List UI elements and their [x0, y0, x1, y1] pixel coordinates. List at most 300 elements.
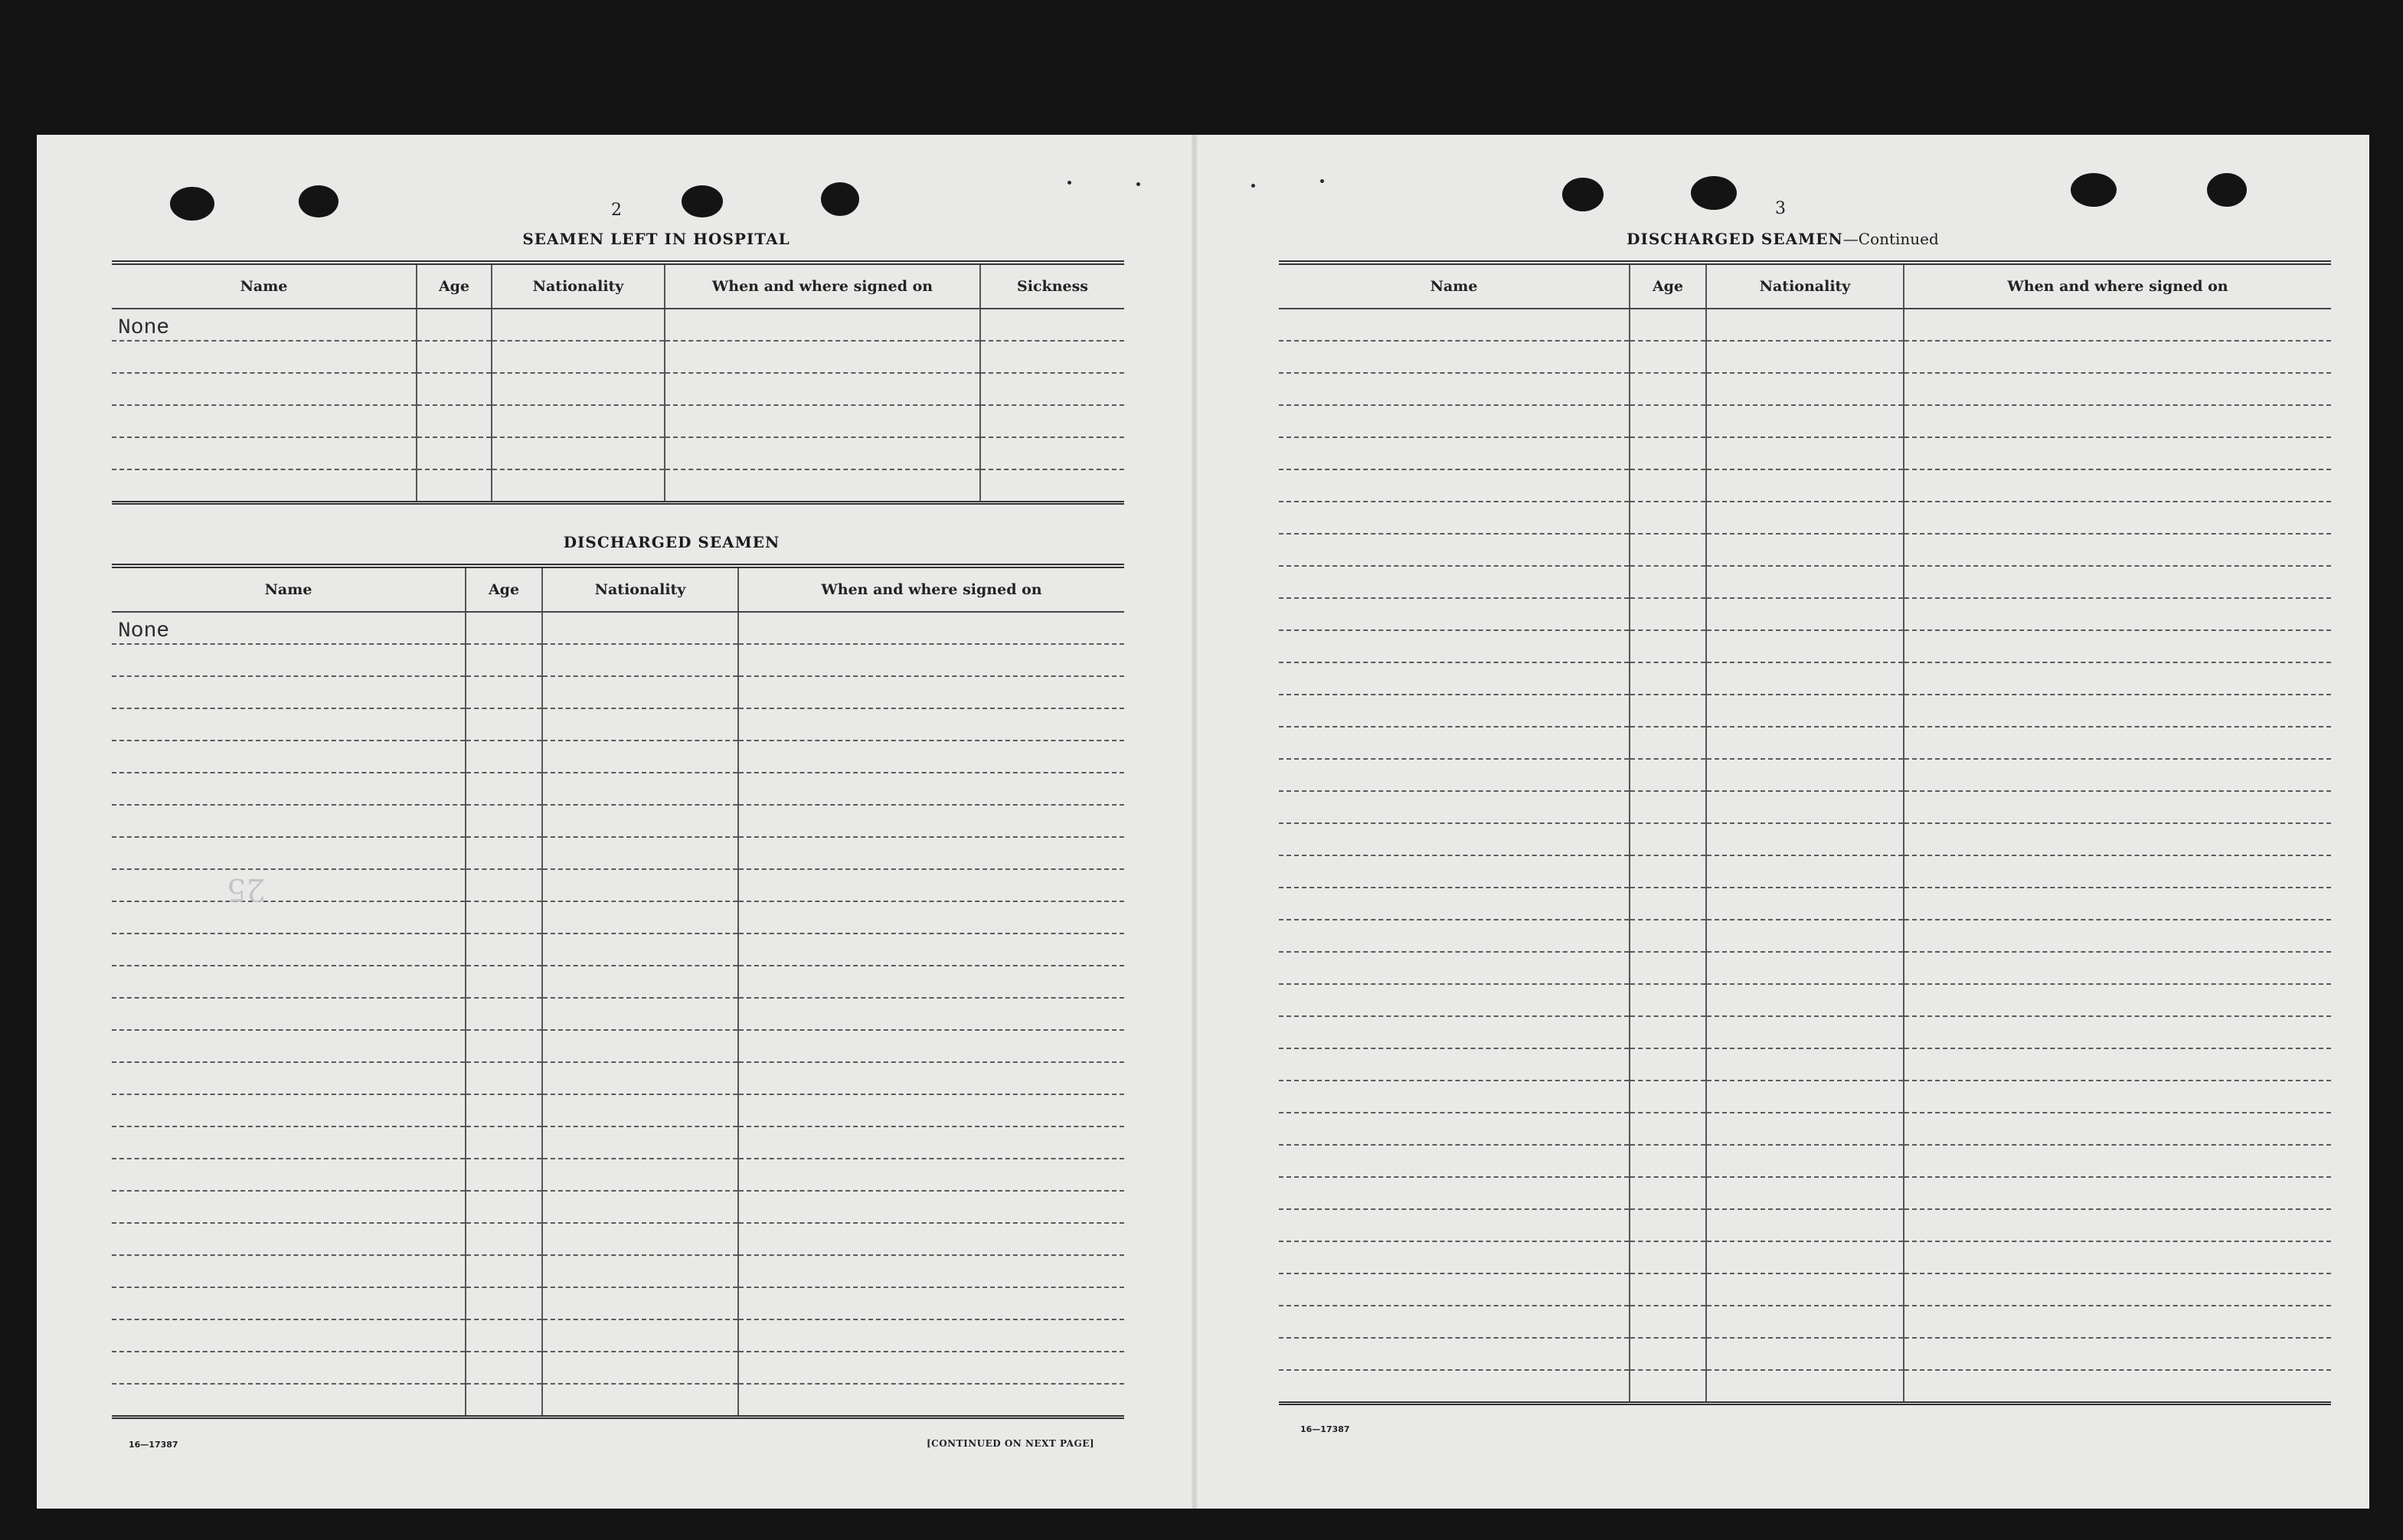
table-cell	[466, 933, 542, 966]
table-cell	[738, 1126, 1124, 1159]
table-cell	[1706, 1113, 1904, 1145]
table-row	[1279, 695, 2331, 727]
table-row	[112, 1287, 1124, 1319]
table-cell	[542, 612, 738, 644]
table-cell	[1904, 1241, 2331, 1274]
table-cell	[738, 644, 1124, 676]
col-header-age: Age	[1630, 263, 1706, 309]
col-header-name: Name	[112, 263, 417, 309]
table-cell	[1630, 1338, 1706, 1370]
faint-mark: 25	[227, 871, 266, 907]
table-cell	[1904, 1306, 2331, 1338]
table-cell	[1279, 662, 1630, 695]
table-cell	[1630, 1113, 1706, 1145]
col-header-age: Age	[417, 263, 492, 309]
table-cell	[492, 309, 665, 341]
table-cell	[980, 309, 1124, 341]
table-row	[1279, 341, 2331, 373]
table-row	[1279, 1145, 2331, 1177]
table-row	[1279, 1048, 2331, 1081]
table-cell	[1706, 727, 1904, 759]
table-cell	[1279, 373, 1630, 405]
punch-hole	[299, 185, 338, 217]
table-cell	[1904, 695, 2331, 727]
table-cell	[417, 437, 492, 469]
table-cell	[542, 966, 738, 998]
table-cell	[112, 1352, 466, 1384]
table-cell	[1904, 888, 2331, 920]
table-cell	[112, 708, 466, 741]
table-row	[112, 773, 1124, 805]
table-cell	[466, 1287, 542, 1319]
table-cell	[738, 901, 1124, 933]
table-cell	[738, 708, 1124, 741]
table-cell	[1904, 1209, 2331, 1241]
table-cell	[1904, 630, 2331, 662]
table-row	[112, 437, 1124, 469]
table-cell	[1279, 1113, 1630, 1145]
table-row	[112, 708, 1124, 741]
table-cell	[542, 644, 738, 676]
table-row	[112, 1094, 1124, 1126]
table-cell	[1630, 1241, 1706, 1274]
ink-speck	[1320, 179, 1324, 183]
table-cell	[980, 373, 1124, 405]
table-cell	[738, 1223, 1124, 1255]
table-cell	[1630, 1048, 1706, 1081]
table-row	[1279, 598, 2331, 630]
table-cell	[1706, 309, 1904, 341]
table-cell	[1904, 1338, 2331, 1370]
table-cell	[112, 1062, 466, 1094]
col-header-signed-on: When and where signed on	[738, 566, 1124, 612]
table-cell	[738, 1191, 1124, 1223]
table-cell	[1279, 1370, 1630, 1404]
table-cell	[1904, 373, 2331, 405]
table-cell	[466, 998, 542, 1030]
table-cell	[466, 644, 542, 676]
table-cell	[1279, 437, 1630, 469]
table-cell	[1630, 469, 1706, 502]
table-cell	[112, 1159, 466, 1191]
table-cell	[1706, 437, 1904, 469]
table-cell	[1279, 1081, 1630, 1113]
table-cell	[466, 1094, 542, 1126]
table-cell	[1904, 1370, 2331, 1404]
table-cell	[1706, 984, 1904, 1016]
table-cell	[1279, 1177, 1630, 1209]
table-cell	[738, 1062, 1124, 1094]
title-suffix: —Continued	[1842, 230, 1939, 248]
discharged-table	[112, 564, 1124, 1419]
table-cell	[466, 805, 542, 837]
table-cell	[665, 341, 980, 373]
table-cell	[1630, 695, 1706, 727]
table-row	[112, 805, 1124, 837]
table-cell	[112, 373, 417, 405]
table-cell	[542, 1223, 738, 1255]
table-cell	[542, 1191, 738, 1223]
table-cell	[1630, 984, 1706, 1016]
table-cell	[1706, 534, 1904, 566]
table-row	[1279, 630, 2331, 662]
table-cell	[542, 901, 738, 933]
punch-hole	[1691, 176, 1737, 210]
table-cell	[542, 933, 738, 966]
table-row	[112, 1384, 1124, 1417]
table-cell	[466, 1255, 542, 1287]
table-cell	[1279, 695, 1630, 727]
punch-hole	[2071, 173, 2117, 207]
col-header-age: Age	[466, 566, 542, 612]
table-cell	[738, 612, 1124, 644]
table-cell	[542, 998, 738, 1030]
table-cell	[1904, 1016, 2331, 1048]
table-cell	[1279, 1209, 1630, 1241]
table-cell	[1630, 920, 1706, 952]
table-cell	[542, 1094, 738, 1126]
table-cell	[1706, 341, 1904, 373]
table-row	[112, 612, 1124, 644]
table-cell	[1904, 341, 2331, 373]
table-cell	[466, 1062, 542, 1094]
table-cell	[112, 773, 466, 805]
table-cell	[738, 837, 1124, 869]
table-cell	[112, 1094, 466, 1126]
table-row	[112, 676, 1124, 708]
table-row	[1279, 437, 2331, 469]
table-cell	[1706, 1370, 1904, 1404]
table-cell	[980, 469, 1124, 503]
table-row	[1279, 1338, 2331, 1370]
table-row	[1279, 1177, 2331, 1209]
table-cell	[466, 773, 542, 805]
table-cell	[1904, 534, 2331, 566]
table-cell	[1904, 309, 2331, 341]
table-cell	[112, 1384, 466, 1417]
table-cell	[1706, 598, 1904, 630]
table-cell	[112, 741, 466, 773]
table-row	[1279, 534, 2331, 566]
punch-hole	[682, 185, 723, 217]
table-row	[112, 1062, 1124, 1094]
table-cell	[542, 676, 738, 708]
table-row	[112, 309, 1124, 341]
table-cell	[417, 405, 492, 437]
col-header-signed-on: When and where signed on	[665, 263, 980, 309]
table-cell	[112, 869, 466, 901]
table-cell	[1279, 855, 1630, 888]
document-sheet	[37, 135, 2369, 1509]
table-cell	[542, 741, 738, 773]
table-cell	[112, 1030, 466, 1062]
table-cell	[542, 1255, 738, 1287]
table-cell	[466, 1384, 542, 1417]
table-cell	[112, 1223, 466, 1255]
table-cell	[1706, 759, 1904, 791]
punch-hole	[170, 187, 214, 221]
table-cell	[1904, 855, 2331, 888]
table-cell	[1904, 566, 2331, 598]
table-cell	[1706, 1016, 1904, 1048]
table-row	[1279, 469, 2331, 502]
table-cell	[542, 1352, 738, 1384]
table-cell	[1706, 1306, 1904, 1338]
table-cell	[738, 998, 1124, 1030]
table-row	[112, 1191, 1124, 1223]
table-cell	[417, 469, 492, 503]
table-cell	[1706, 1338, 1904, 1370]
table-cell	[1706, 920, 1904, 952]
table-row	[112, 741, 1124, 773]
table-row	[1279, 727, 2331, 759]
table-row	[1279, 984, 2331, 1016]
table-cell	[112, 676, 466, 708]
table-cell	[1904, 1113, 2331, 1145]
table-cell	[492, 373, 665, 405]
table-cell	[1630, 1081, 1706, 1113]
col-header-signed-on: When and where signed on	[1904, 263, 2331, 309]
table-cell	[1279, 630, 1630, 662]
table-cell	[542, 773, 738, 805]
table-cell	[466, 1223, 542, 1255]
table-row	[1279, 759, 2331, 791]
punch-hole	[821, 182, 859, 216]
table-row	[112, 1223, 1124, 1255]
table-cell	[738, 773, 1124, 805]
table-cell	[1706, 791, 1904, 823]
table-cell	[1706, 1081, 1904, 1113]
table-cell	[542, 1319, 738, 1352]
table-cell	[1630, 341, 1706, 373]
table-cell	[1630, 373, 1706, 405]
table-cell	[1904, 920, 2331, 952]
table-cell	[1279, 1016, 1630, 1048]
table-cell	[1904, 823, 2331, 855]
table-cell	[738, 1094, 1124, 1126]
col-header-nationality: Nationality	[1706, 263, 1904, 309]
table-cell	[492, 437, 665, 469]
table-cell	[542, 1062, 738, 1094]
table-cell	[1706, 1048, 1904, 1081]
table-cell	[112, 805, 466, 837]
table-cell	[1279, 823, 1630, 855]
table-row	[112, 837, 1124, 869]
table-cell	[738, 1030, 1124, 1062]
table-row	[1279, 309, 2331, 341]
table-cell	[1279, 1145, 1630, 1177]
table-cell	[1279, 1274, 1630, 1306]
table-cell	[738, 805, 1124, 837]
hospital-table	[112, 260, 1124, 505]
table-cell	[1904, 405, 2331, 437]
table-cell	[1279, 534, 1630, 566]
table-cell	[1706, 952, 1904, 984]
table-cell	[980, 405, 1124, 437]
table-row	[1279, 1016, 2331, 1048]
table-cell	[1279, 791, 1630, 823]
table-cell	[542, 805, 738, 837]
table-cell	[1630, 662, 1706, 695]
table-cell	[466, 1126, 542, 1159]
table-cell	[466, 837, 542, 869]
table-cell	[1706, 855, 1904, 888]
table-cell	[1630, 437, 1706, 469]
table-row	[112, 469, 1124, 503]
table-cell	[1630, 759, 1706, 791]
table-cell: None	[112, 612, 466, 644]
col-header-nationality: Nationality	[492, 263, 665, 309]
table-cell	[1630, 1145, 1706, 1177]
table-cell	[738, 869, 1124, 901]
table-row	[1279, 1274, 2331, 1306]
table-row	[1279, 888, 2331, 920]
table-cell	[466, 1319, 542, 1352]
table-cell	[466, 676, 542, 708]
table-cell	[112, 437, 417, 469]
table-cell	[1630, 534, 1706, 566]
table-cell	[1706, 1274, 1904, 1306]
table-cell	[665, 309, 980, 341]
table-cell	[1279, 727, 1630, 759]
table-cell	[112, 901, 466, 933]
table-cell	[1904, 1274, 2331, 1306]
table-cell	[1904, 984, 2331, 1016]
table-cell	[417, 309, 492, 341]
table-cell	[1630, 566, 1706, 598]
table-cell	[665, 405, 980, 437]
table-cell	[1706, 662, 1904, 695]
table-cell	[1706, 469, 1904, 502]
table-row	[1279, 662, 2331, 695]
table-cell	[1904, 791, 2331, 823]
table-row	[112, 1159, 1124, 1191]
table-cell	[1706, 566, 1904, 598]
table-cell	[1630, 1274, 1706, 1306]
table-row	[1279, 405, 2331, 437]
table-cell	[112, 341, 417, 373]
punch-hole	[2207, 173, 2247, 207]
table-cell	[112, 644, 466, 676]
table-row	[1279, 1081, 2331, 1113]
table-cell	[1904, 1048, 2331, 1081]
table-cell	[1706, 695, 1904, 727]
table-row	[1279, 502, 2331, 534]
table-cell	[980, 341, 1124, 373]
table-cell	[1904, 952, 2331, 984]
table-row	[1279, 823, 2331, 855]
col-header-nationality: Nationality	[542, 566, 738, 612]
table-row	[1279, 791, 2331, 823]
table-cell	[738, 1352, 1124, 1384]
table-cell	[1904, 437, 2331, 469]
table-cell	[1706, 373, 1904, 405]
table-row	[112, 933, 1124, 966]
table-cell	[1630, 309, 1706, 341]
table-cell	[466, 1191, 542, 1223]
table-row	[112, 1319, 1124, 1352]
table-cell	[466, 1352, 542, 1384]
page-number-left: 2	[611, 201, 622, 220]
table-cell	[1279, 1338, 1630, 1370]
table-row	[112, 1255, 1124, 1287]
table-cell	[542, 1159, 738, 1191]
table-cell	[738, 1287, 1124, 1319]
table-row	[112, 373, 1124, 405]
table-cell	[1630, 888, 1706, 920]
table-cell	[1630, 405, 1706, 437]
table-cell	[1706, 630, 1904, 662]
table-cell	[1904, 662, 2331, 695]
table-cell	[1904, 598, 2331, 630]
table-cell	[1630, 823, 1706, 855]
table-cell	[1904, 502, 2331, 534]
table-cell	[466, 612, 542, 644]
table-cell	[466, 869, 542, 901]
table-cell	[665, 437, 980, 469]
table-cell	[1279, 405, 1630, 437]
table-cell	[542, 708, 738, 741]
discharged-continued-table	[1279, 260, 2331, 1405]
table-cell	[1279, 469, 1630, 502]
table-cell	[112, 998, 466, 1030]
table-cell	[1279, 502, 1630, 534]
continued-note: [CONTINUED ON NEXT PAGE]	[927, 1438, 1095, 1449]
table-cell	[1630, 952, 1706, 984]
discharged-section-title: DISCHARGED SEAMEN	[563, 533, 780, 551]
table-cell	[466, 966, 542, 998]
table-row	[1279, 855, 2331, 888]
table-cell	[417, 373, 492, 405]
table-cell	[1904, 1177, 2331, 1209]
center-fold	[1192, 135, 1198, 1509]
table-cell	[492, 341, 665, 373]
table-cell	[466, 901, 542, 933]
col-header-sickness: Sickness	[980, 263, 1124, 309]
table-cell	[417, 341, 492, 373]
table-row	[112, 1352, 1124, 1384]
table-row	[112, 341, 1124, 373]
table-cell	[1904, 1081, 2331, 1113]
table-row	[1279, 1306, 2331, 1338]
table-cell	[1904, 1145, 2331, 1177]
table-row	[1279, 373, 2331, 405]
table-cell	[1706, 1145, 1904, 1177]
table-cell	[1630, 1370, 1706, 1404]
table-cell	[112, 933, 466, 966]
table-row	[112, 1126, 1124, 1159]
table-row	[112, 1030, 1124, 1062]
table-cell	[738, 1384, 1124, 1417]
table-cell	[738, 1255, 1124, 1287]
table-cell	[1279, 309, 1630, 341]
table-cell	[542, 1030, 738, 1062]
table-row	[1279, 920, 2331, 952]
ink-speck	[1251, 184, 1255, 188]
table-cell	[1630, 791, 1706, 823]
discharged-continued-title	[1607, 230, 1959, 248]
form-code-right: 16—17387	[1300, 1424, 1350, 1434]
table-cell	[112, 469, 417, 503]
table-cell	[1630, 855, 1706, 888]
table-cell	[1706, 823, 1904, 855]
table-cell	[1630, 1016, 1706, 1048]
table-cell	[1279, 1241, 1630, 1274]
table-cell	[980, 437, 1124, 469]
table-cell	[1279, 759, 1630, 791]
table-row	[1279, 1209, 2331, 1241]
table-cell	[112, 837, 466, 869]
